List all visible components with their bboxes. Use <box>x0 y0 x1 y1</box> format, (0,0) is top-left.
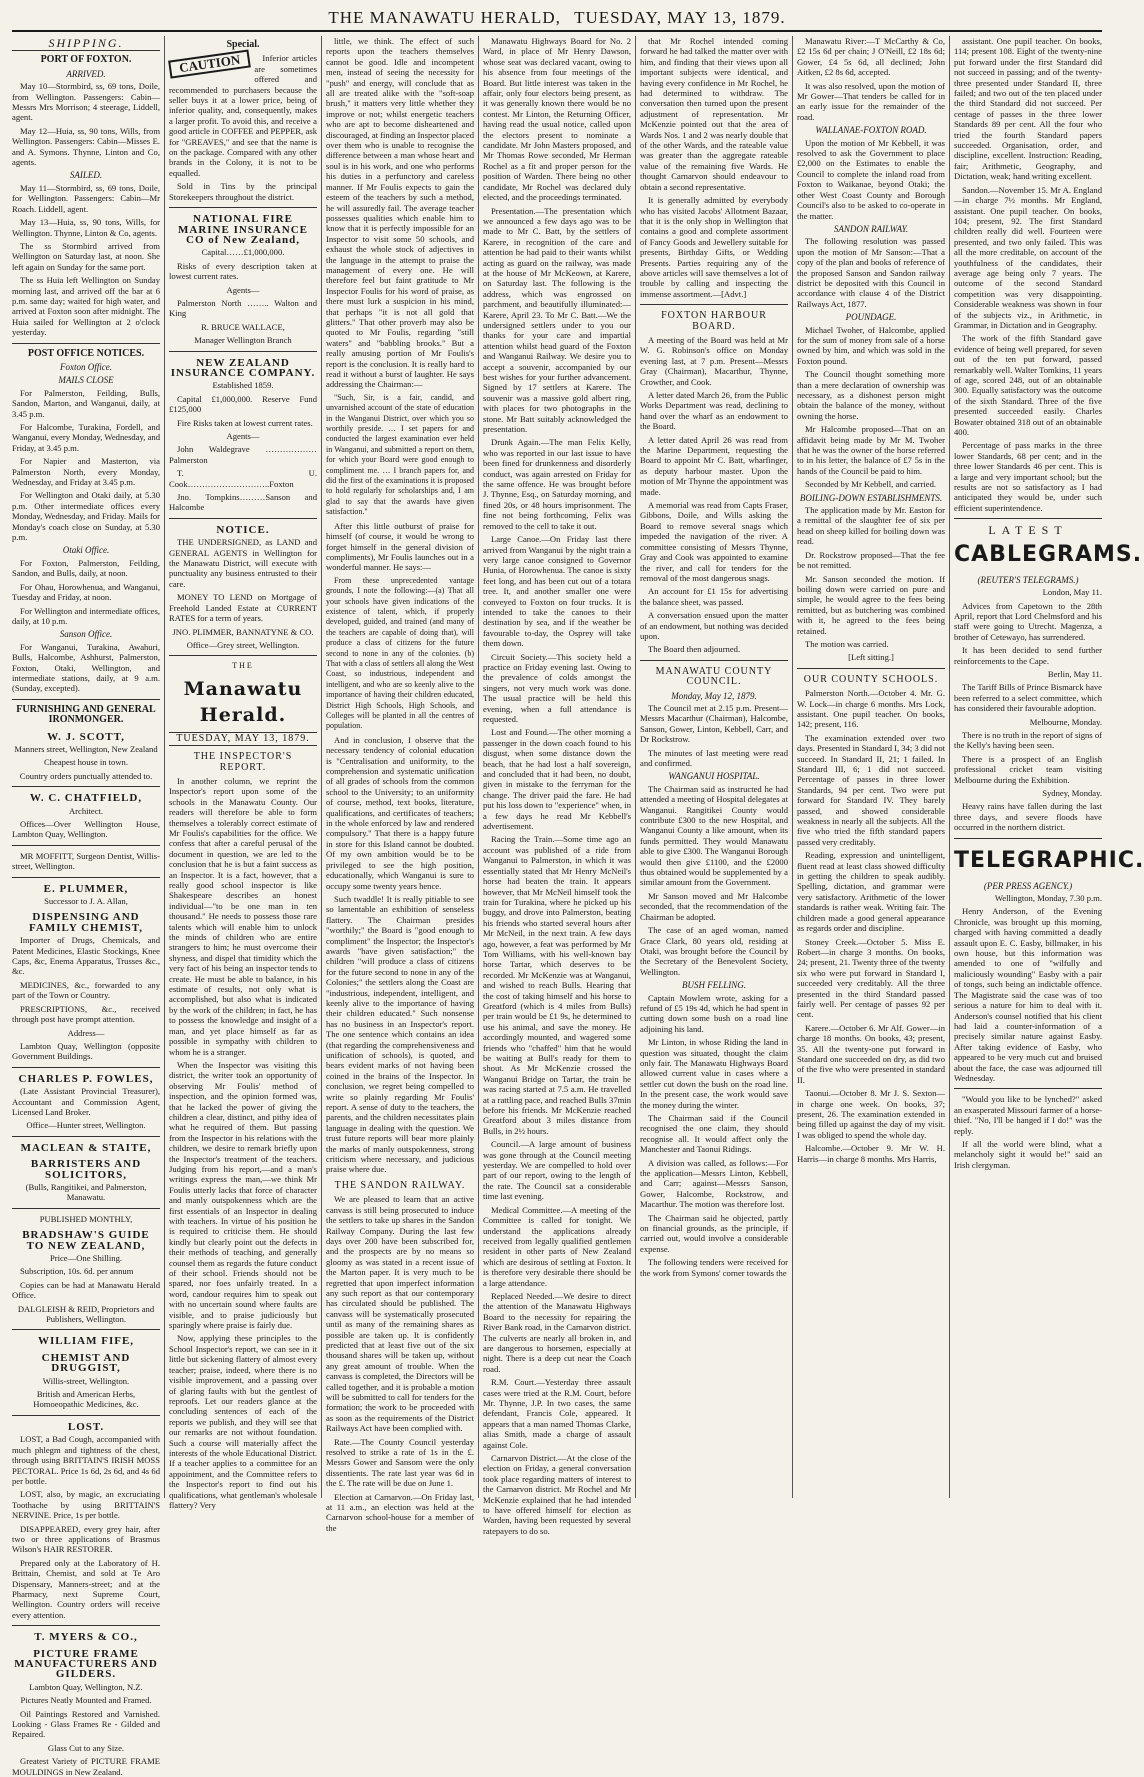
shipping-heading: SHIPPING. <box>12 38 160 51</box>
herald-the: THE <box>232 661 254 671</box>
ad-name: NEW ZEALAND INSURANCE COMPANY. <box>170 356 316 379</box>
filler-paragraph: If all the world were blind, what a melancholy sight it would be!" said an Irish clergyman. <box>954 1138 1102 1170</box>
ad-text: Oil Paintings Restored and Varnished. Looking - Glass Frames Re - Gilded and Repaired. <box>12 1708 160 1740</box>
article-heading: THE INSPECTOR'S REPORT. <box>193 751 293 773</box>
latest-label: LATEST <box>988 523 1068 538</box>
column-rule <box>635 36 636 1498</box>
ad-text: (Late Assistant Provincial Treasurer), Accountant and Commission Agent, Licensed Land Broker. <box>12 1086 160 1117</box>
article-paragraph: Council.—A large amount of business was gone through at the Council meeting yesterday. We are compelled to hold over part of our report, owing to the length of the rate. The Council sat a considerable time last evening. <box>483 1139 631 1202</box>
article-paragraph: The examination extended over two days. Presented in Standard I, 34; 3 did not succeed. In Standard II, 21; 1 failed. In Standard III, 6; 1 did not succeed. Percentage of passes in three lower Standards, 94 per cent. Two were put forward for Standard IV. They barely passed, and showed considerable weakness in nearly all the subjects. All the five who tried the fifth standard papers passed very creditably. <box>797 732 945 847</box>
shipping-note: The ss Huia left Wellington on Sunday morning last, and arrived off the bar at 6 p.m. same day; waited for high water, and arrived at Foxton soon after midnight. The Huia sailed for Wellington at 2 o'clock yesterday. <box>12 275 160 338</box>
article-heading: MANAWATU COUNTY COUNCIL. <box>655 665 773 688</box>
ad-name: W. C. CHATFIELD, <box>29 792 143 805</box>
ad-text: MONEY TO LEND on Mortgage of Freehold Landed Estate at CURRENT RATES for a term of years. <box>169 592 317 624</box>
divider <box>12 699 160 700</box>
ad-text: LOST, also, by magic, an excruciating Toothache by using BRITTAIN'S NERVINE. Price, 1s per bottle. <box>12 1489 160 1521</box>
article-paragraph: Upon the motion of Mr Kebbell, it was resolved to ask the Government to place £2,000 on the Estimates to enable the Council to complete the inland road from Foxton to Waikanae, beyond Otaki; the other West Coast County and Borough Council's also to be asked to co-operate in the matter. <box>797 137 945 221</box>
press-agency-label: (PER PRESS AGENCY.) <box>983 880 1073 891</box>
ad-text: Country orders punctually attended to. <box>19 770 153 781</box>
ad-text: Agents— <box>226 431 260 441</box>
ad-text: Importer of Drugs, Chemicals, and Patent Medicines, Elastic Stockings, Knee Caps, &c, Enema Apparatus, Trusses &c., &c. <box>12 935 160 977</box>
article-paragraph: assistant. One pupil teacher. On books, 114; present 108. Eight of the twenty-nine put forward under the first Standard did not succeed in passing; and of the twenty-three presented under Standard II, three failed; and two out of the ten placed under the third Standard did not succeed. Per centage of passes in the three lower Standards 89 per cent. All the four who tried the fourth Standard papers succeeded. Organisation, order, and discipline, excellent. Instruction: Reading, fair; Arithmetic, Geography, and Dictation, weak; hand writing excellent. <box>954 36 1102 182</box>
shipping-note: The ss Stormbird arrived from Wellington on Saturday last, at noon. She left again on Sunday for the same port. <box>12 240 160 272</box>
article-paragraph: Karere.—October 6. Mr Alf. Gower—in charge 18 months. On books, 43; present, 35. All the twenty-one put forward in Standard one succeeded on dry, as did two of the five who were presented in standard II. <box>797 1022 945 1085</box>
telegraphic-heading: TELEGRAPHIC. <box>954 847 1144 873</box>
divider <box>954 1088 1102 1089</box>
cable-paragraph: It has been decided to send further reinforcements to the Cape. <box>954 645 1102 666</box>
article-paragraph: R.M. Court.—Yesterday three assault cases were tried at the R.M. Court, before Mr. Thynne, J.P. In two cases, the same defendant, Francis Cole, appeared. It appears that a man named Thomas Clarke, alias Smith, made a charge of assault against Cole. <box>483 1377 631 1450</box>
article-paragraph: Stoney Creek.—October 5. Miss E. Robert—in charge 3 months. On books, 24; present, 21. Twenty three of the twenty six who were put forward in Standard I, succeeded very creditably. All the three presented in the third Standard passed fairly well. Per centage of passes 92 per cent. <box>797 936 945 1020</box>
article-paragraph: Manawatu River:—T McCarthy & Co, £2 15s 6d per chain; J O'Neill, £2 18s 6d; Gower, £4 5s 6d, all declined; John Aitken, £2 8s 6d, accepted. <box>797 36 945 78</box>
article-paragraph: Sandon.—November 15. Mr A. England—in charge 7½ months. Mr England, assistant. One pupil teacher. On books, 104; present, 92. The first Standard children really did well. Fourteen were presented, and two only failed. This was all the more creditable, on account of the youthfulness of the candidates, their average age being only 7 years. The outcome of the second Standard competition was very disappointing. Considerable weakness was shown in four of the subjects viz., in Arithmetic, in Grammar, in Dictation and in Geography. <box>954 184 1102 330</box>
article-heading: OUR COUNTY SCHOOLS. <box>803 673 939 685</box>
ad-text: Pictures Neatly Mounted and Framed. <box>20 1695 152 1706</box>
ad-text: Glass Cut to any Size. <box>47 1742 125 1753</box>
sanson-office-label: Sanson Office. <box>59 629 113 640</box>
caution-badge: CAUTION <box>168 50 251 80</box>
ad-text: Subscription, 10s. 6d. per annum <box>20 1266 134 1277</box>
ad-text: (Bulls, Rangitikei, and Palmerston, Manawatu. <box>25 1181 147 1203</box>
article-paragraph: And in conclusion, I observe that the necessary tendency of colonial education is "Centralisation and uniformity, to the comprehension and systematic unification of all grades of schools from the common school to the University; to an uniformity of course, method, text books, literature, qualifications, and certificates of teachers; in the whole enforced by law and rendered compulsory." That there is a happy future in store for this Island cannot be doubted. Of my own ambition would be to be privileged to see the high position, educationally, which Wanganui is sure to occupy some twenty years hence. <box>326 734 474 891</box>
article-paragraph: The Board then adjourned. <box>648 644 741 655</box>
ad-text: Agents— <box>226 284 260 295</box>
ad-text: Address— <box>67 1027 105 1038</box>
ad-text: Palmerston North …….. Walton and King <box>169 297 317 319</box>
article-paragraph: Manawatu Highways Board for No. 2 Ward, in place of Mr Henry Dawson, whose seat was declared vacant, owing to his absence from four meetings of the Board. But little interest was taken in the affair, only four electors being present, as it was generally known there would be no contest. Mr Linton, the Returning Officer, having read the usual notice, called upon the electors present to nominate a candidate. Mr John Masters proposed, and Mr Thomas Rowe seconded, Mr Herman Rochel as a fit and proper person for the position of Warden. There being no other candidate, Mr Rochel was declared duly elected, and the proceedings terminated. <box>483 36 631 203</box>
ad-text: LOST, a Bad Cough, accompanied with much phlegm and tightness of the chest, through using BRITTAIN'S IRISH MOSS PECTORAL. Price 1s 6d, 2s 6d, and 4s 6d per bottle. <box>12 1434 160 1486</box>
article-paragraph: Dr. Rockstrow proposed—That the fee be not remitted. <box>797 549 945 571</box>
ad-name: PICTURE FRAME MANUFACTURERS AND GILDERS. <box>14 1647 158 1681</box>
article-paragraph: Racing the Train.—Some time ago an account was published of a ride from Wanganui to Palmerston, in which it was essentially stated that Mr Henry McNeil's horse had beaten the train. It appears however, that Mr McNeil himself took the train for Turakina, where he picked up his buggy, and drove into Palmerston, beating his friends who started several hours after Mr McNeil, in the next train. A few days ago, however, a feat was performed by Mr Tom Williams, with his well-known bay horse Tartar, which deserves to be recorded. Mr McKenzie was at Wanganui, and wished to reach Bulls. Hearing that the cost of taking himself and his horse to Greatford (which is 4 miles from Bulls) per train would be £1 9s, he determined to use his animal, and save the money. He accordingly mounted, and wagered some friends who "chaffed" him that he would be waiting at Bull's ready for them to shout. As Mr McKenzie crossed the Wanganui Bridge on Tartar, the train he was racing started at 7.5 a.m. He travelled at a rattling pace, and reached Bulls 37min before his friends. Mr McKenzie reached Greatford about 3 miles distance from Bulls, in 2½ hours. <box>483 834 631 1136</box>
divider <box>12 1136 160 1137</box>
article-paragraph: The Chairman said he objected, partly on financial grounds, as the principle, if carried out, would involve a considerable expense. <box>640 1212 788 1254</box>
ad-text: Prepared only at the Laboratory of H. Brittain, Chemist, and sold at Te Aro Dispensary, Manners-street; and at the Pharmacy, next Supreme Court, Wellington. Country orders will receive every attention. <box>12 1557 160 1620</box>
ad-text: PUBLISHED MONTHLY, <box>39 1213 133 1224</box>
ad-text: R. BRUCE WALLACE, <box>201 321 285 332</box>
post-entry: For Wanganui, Turakina, Awahuri, Bulls, Halcombe, Ashhurst, Palmerston, Foxton, Otaki, Wellington, and intermediate stations, daily, at 9 a.m. (Sunday, excepted). <box>12 641 160 694</box>
shipping-entry: May 10—Stormbird, ss, 69 tons, Doile, from Wellington. Passengers: Cabin—Messrs Mrs Morrison; 4 steerage, Liddell, agent. <box>12 81 160 123</box>
column-5 <box>640 36 788 1498</box>
article-paragraph: Replaced Needed.—We desire to direct the attention of the Manawatu Highways Board to the necessity for repairing the River Bank road, in the Carnarvon district. The culverts are nearly all broken in, and are dangerous to horsemen, especially at night. There is a deep cut near the Coach road. <box>483 1290 631 1374</box>
ad-text: Architect. <box>68 805 104 816</box>
article-paragraph: Such twaddle! It is really pitiable to see so lamentable an exhibition of senseless flattery. The Chairman presides "worthily;" the Board is "good enough to compliment" the Inspector; the Inspector's awards "have given satisfaction;" the children "will produce a class of citizens for the future second to none in any of the Colonies;" the settlers along the Coast are "industrious, independent, intelligent, and keenly alive to the importance of having their children educated." Such nonsense has no business in an Inspector's report. The one sentence which contains an idea (that regarding the comprehensiveness and unification of schools), is quoted, and bears evident marks of not having been coined in the brains of the Inspector. In conclusion, we regret being compelled to write so plainly regarding Mr Foulis' report. A sense of duty to the teachers, the parents, and the children necessitates plain language in dealing with the question. We trust future reports will bear more plainly the marks of manly outspokenness, strong criticism where necessary, and judicious praise where due. <box>326 893 474 1175</box>
article-paragraph: The minutes of last meeting were read and confirmed. <box>640 747 788 768</box>
divider <box>169 207 317 208</box>
ad-text: Manners street, Wellington, New Zealand <box>14 743 158 754</box>
otaki-office-label: Otaki Office. <box>62 545 110 556</box>
ad-name: BRADSHAW'S GUIDE TO NEW ZEALAND, <box>22 1229 150 1252</box>
column-rule <box>792 36 793 1498</box>
ad-text: MEDICINES, &c., forwarded to any part of the Town or Country. <box>12 979 160 1001</box>
article-paragraph: Drunk Again.—The man Felix Kelly, who was reported in our last issue to have been fined for drunkenness and disorderly conduct, was again arrested on Friday for the same offence. He was brought before J. Thynne, Esq., on Saturday morning, and fined 20s, or 48 hours imprisonment. The fine not being forthcoming, Felix was removed to the cell to take it out. <box>483 437 631 531</box>
ad-text: THE UNDERSIGNED, as LAND and GENERAL AGENTS in Wellington for the Manawatu District, will execute with punctuality any business entrusted to their care. <box>169 537 317 589</box>
left-sitting-note: [Left sitting.] <box>848 652 894 663</box>
article-paragraph: It was also resolved, upon the motion of Mr Gower—That tenders be called for in an early issue for the remainder of the road. <box>797 80 945 122</box>
article-paragraph: The case of an aged woman, named Grace Clark, 80 years old, residing at Otaki, was brought before the Council by the Secretary of the Benevolent Society, Wellington. <box>640 925 788 977</box>
ad-text: Lambton Quay, Wellington (opposite Government Buildings. <box>12 1040 160 1062</box>
article-paragraph: A conversation ensued upon the matter of an endowment, but nothing was decided upon. <box>640 610 788 641</box>
ad-text: DALGLEISH & REID, Proprietors and Publishers, Wellington. <box>17 1303 155 1325</box>
ad-text: Willis-street, Wellington. <box>42 1375 130 1386</box>
ad-text: Sold in Tins by the principal Storekeepers throughout the district. <box>169 181 317 202</box>
article-paragraph: A division was called, as follows:—For the application—Messrs Linton, Kebbell, and Carr; against—Messrs Sanson, Gower, Halcombe, Rockstrow, and Macarthur. The motion was therefore lost. <box>640 1157 788 1210</box>
article-paragraph: Presentation.—The presentation which we announced a few days ago was to be made to Mr C. Batt, by the settlers of Karere, in recognition of the care and attention he had paid to their wants whilst acting as guard on the railway, was made at the house of Mr McKeown, at Karere, on Saturday last. The following is the address, which was engrossed on parchment, and beautifully illuminated:—Karere, April 23. To Mr C. Batt.—We the undersigned settlers under to you our thanks for your care and impartial attention whilst head guard of the Foxton and Wanganui Railway. We desire you to accept a souvenir, accompanied by our best wishes for your further advancement. Signed by 17 settlers at Karere. The souvenir was a massive gold albert ring, with places for two photographs in the stone. Mr Batt suitably acknowledged the presentation. <box>483 205 631 435</box>
article-paragraph: Mr Sanson moved and Mr Halcombe seconded, that the recommendation of the Chairman be adopted. <box>640 890 788 922</box>
article-paragraph: that Mr Rochel intended coming forward he had talked the matter over with him, and finding that their views upon all important subjects were identical, and having every confidence in Mr Rochel, he had determined to withdraw. The conversation then turned upon the present adjustment of representation. Mr McKenzie pointed out that the area of Wards Nos. 1 and 2 was nearly double that of the other Wards, and the rateable value was greater than the aggregate rateable value of the remaining five Wards. He thought Carnarvon should endeavour to obtain a second representative. <box>640 36 788 192</box>
ad-name: NOTICE. <box>216 523 270 536</box>
article-paragraph: The motion was carried. <box>805 638 889 649</box>
ad-name: WILLIAM FIFE, <box>37 1335 135 1348</box>
article-paragraph: In another column, we reprint the Inspector's report upon some of the schools in the Manawatu County. Our readers will therefore be able to form themselves a tolerably correct estimate of Mr Foulis's capabilities for the office. We confess that after a careful perusal of the document in question, we are led to the conclusion that he is but a faint success as an Inspector. It is a fact, however, that a really good school inspector is like Shakespeare describes an honest individual—"to be one man in ten thousand." He needs to possess those rare talents which will enable him to unlock the minds of children who are entire strangers to him; he must overcome their shyness, and dispel that timidity which the very fact of his being an inspector tends to create. He must be able to balance, in his estimate of results, not only what is accomplished, but also what is indicated by the work of the children; in fact, he has to possess the knowledge and insight of a man, and yet place himself as far as possible in sympathy with children to whom he is a stranger. <box>169 775 317 1057</box>
cable-paragraph: There is a prospect of an English professional cricket team visiting Melbourne during the Exhibition. <box>954 753 1102 785</box>
ad-name: E. PLUMMER, <box>43 882 129 895</box>
dateline: Berlin, May 11. <box>1047 668 1102 679</box>
ad-text: Cheapest house in town. <box>43 757 129 768</box>
ad-text: Risks of every description taken at lowest current rates. <box>169 260 317 282</box>
article-paragraph: little, we think. The effect of such reports upon the teachers themselves cannot be good. Idle and incompetent men, instead of seeing the necessity for "push" and energy, will conclude that as all are treated alike with the "soft-soap brush," it matters very little whether they improve or not; whilst energetic teachers who are apt to become disheartened and discouraged, at finding an Inspector placed over them who is unable to recognise the difference between a man whose heart and soul is in his work, and one who performs his duties in a perfunctory and careless manner. If Mr Foulis expects to gain the esteem of the teachers by such a method, he will assuredly fail. The average teacher possesses qualities which enable him to know that it is perfectly impossible for an Inspector to visit some 50 schools, and exhaust the whole stock of adjectives in the language in the attempt to praise the management of every one. He will therefore feel but faint gratitude to Mr Inspector Foulis for his word of praise, as there must lurk a suspicion in his mind, that perhaps "it is not all gold that glitters." That other proverb may also be quoted to Mr Foulis, regarding "still waters" and "babbling brooks." But a really amusing portion of Mr Foulis's report is the conclusion. It is really hard to read it without a burst of laughter. He says addressing the Chairman:— <box>326 36 474 390</box>
article-paragraph: The Council met at 2.15 p.m. Present—Messrs Macarthur (Chairman), Halcombe, Sanson, Gower, Linton, Kebbell, Carr, and Dr Rockstrow. <box>640 702 788 745</box>
caution-ad <box>169 53 317 178</box>
mails-close-label: MAILS CLOSE <box>58 375 114 386</box>
column-7 <box>954 36 1144 1498</box>
post-entry: For Wellington and Otaki daily, at 5.30 p.m. Other intermediate offices every Monday, Wednesday, and Friday. Mails for Monday's coach close on Sunday, at 5.30 p.m. <box>12 490 160 543</box>
article-paragraph: Large Canoe.—On Friday last there arrived from Wanganui by the night train a very large canoe consigned to Governor Hunia, of Horowhenua. The canoe is sixty feet long, and has been cut out of a totara tree. It, and another smaller one were conveyed to Foxton on four trucks. It is intended to take the canoes to their destination by sea, and if the weather be favourable to-day, the Osprey will take them down. <box>483 534 631 649</box>
column-rule <box>478 36 479 1498</box>
ad-text: PRESCRIPTIONS, &c., received through post have prompt attention. <box>12 1003 160 1025</box>
foxton-office-label: Foxton Office. <box>60 361 112 372</box>
column-rule <box>949 36 950 1498</box>
arrived-label: ARRIVED. <box>66 68 106 79</box>
divider <box>954 838 1102 839</box>
article-paragraph: Mr Linton, in whose Riding the land in question was situated, thought the claim only fair. The Manawatu Highways Board allowed current value in cases where a settler cut down the bush on the road line. In the present case, the work would save the money during the winter. <box>640 1037 788 1110</box>
section-heading: WANGANUI HOSPITAL. <box>668 771 760 782</box>
ad-text: JNO. PLIMMER, BANNATYNE & CO. <box>172 626 314 637</box>
ad-text: Office—Hunter street, Wellington. <box>26 1120 146 1131</box>
article-paragraph: The application made by Mr. Easton for a remittal of the slaughter fee of six per head on sheep killed for boiling down was read. <box>797 505 945 547</box>
article-paragraph: Percentage of pass marks in the three lower Standards, 68 per cent; and in the three lower Standards 46 per cent. This is a large and very important school; but the results are not so satisfactory as I had anticipated they would be, under such efficient superintendence. <box>954 440 1102 513</box>
ad-text: Manager Wellington Branch <box>194 335 292 346</box>
divider <box>797 668 945 669</box>
ad-text: Inferior articles are sometimes offered and recommended to purchasers because the seller buys it at a lower price, being of inferior quality, and, consequently, makes a larger profit. To avoid this, and receive a good article in COFFEE and PEPPER, ask for "GREAVES," and see that the name is on the package. Compared with any other brands in the Colony, it is not to be equalled. <box>169 53 317 178</box>
section-heading: BUSH FELLING. <box>681 980 746 991</box>
shipping-entry: May 12—Huia, ss, 90 tons, Wills, from Wellington. Passengers: Cabin—Misses E. and A. Symons. Thynne, Linton and Co, agents. <box>12 125 160 168</box>
cablegrams-heading: CABLEGRAMS. <box>954 541 1143 567</box>
post-office-heading: POST OFFICE NOTICES. <box>27 347 145 359</box>
dateline: Wellington, Monday, 7.30 p.m. <box>994 893 1102 904</box>
shipping-entry: May 11—Stormbird, ss, 69 tons, Doile, for Wellington. Passengers: Cabin—Mr Roach. Liddell, agent. <box>12 182 160 214</box>
article-paragraph: Captain Mowlem wrote, asking for a refund of £5 19s 4d, which he had spent in cutting down some bush on a road line adjoining his land. <box>640 992 788 1034</box>
article-quote: "Such, Sir, is a fair, candid, and unvarnished account of the state of education in the Wanganui District, over which you so worthily preside. … I set papers for and conducted the largest examination ever held in Wanganui, and submitted a report on them, for which your Board were good enough to compliment me. … I branch papers for, and did the first of the examinations it is proposed to hold regularly for scholarships and, I am glad to say that the awards have given satisfaction." <box>326 392 474 517</box>
divider <box>12 1067 160 1068</box>
article-paragraph: After this little outburst of praise for himself (of course, it would be wrong to forget himself in the general division of compliments), Mr Foulis launches out in a wonderful manner. He says:— <box>326 520 474 573</box>
article-quote: From these unprecedented vantage grounds, I note the following:—(a) That all your schools have given indications of the existence of talent, which, if properly developed, guided, and trained (and many of the teachers are capable of doing that), will produce a class of citizens for the future second to none in any of the colonies. (b) That with a class of settlers all along the West Coast, so industrious, independent and intelligent, and who are so keenly alive to the importance of having their children educated, District High Schools, High Schools, and Colleges will be planted in all the centres of population. <box>326 575 474 731</box>
article-paragraph: Taonui.—October 8. Mr J. S. Sexton—in charge one week. On books, 37; present, 26. The examination extended in being filled up against the day of my visit. I was obliged to spend the whole day. <box>797 1088 945 1140</box>
ad-text: John Waldegrave ……………… Palmerston <box>169 444 317 465</box>
divider <box>12 1625 160 1626</box>
cable-paragraph: Advices from Capetown to the 28th April, report that Lord Chelmsford and his staff were going to Utrecht. Magenza, a brother of Cetewayo, has surrendered. <box>954 600 1102 642</box>
ad-text: Greatest Variety of PICTURE FRAME MOULDINGS in New Zealand. <box>12 1756 160 1777</box>
post-entry: For Wellington and intermediate offices, daily, at 10 p.m. <box>12 605 160 626</box>
dateline: London, May 11. <box>1042 587 1102 598</box>
divider <box>169 655 317 656</box>
article-paragraph: Reading, expression and unintelligent, fluent read at least class showed difficulty in getting the children to speak audibly. Spelling, dictation, and grammar were very satisfactory. Arithmetic of the lower standards is rather weak. Writing fair. The children made a good general appearance as regards order and discipline. <box>797 850 945 934</box>
ad-text: Offices—Over Wellington House, Lambton Quay, Wellington. <box>12 819 160 840</box>
column-rule <box>164 36 165 1498</box>
divider <box>640 660 788 661</box>
column-3 <box>326 36 474 1533</box>
section-heading: POUNDAGE. <box>845 312 897 323</box>
divider <box>12 1415 160 1416</box>
column-6 <box>797 36 945 1498</box>
article-paragraph: Mr Halcombe proposed—That on an affidavit being made by Mr M. Twoher that he was the owner of the horse referred to in his letter, the balance of £7 5s in the hands of the Council be paid to him. <box>797 424 945 476</box>
ad-name: BARRISTERS AND SOLICITORS, <box>30 1158 142 1181</box>
article-paragraph: The Council thought something more than a mere declaration of ownership was necessary, as a dishonest person might obtain the balance of the money, without owning the horse. <box>797 369 945 421</box>
ad-text: Successor to J. A. Allan, <box>44 896 128 907</box>
ad-text: DISAPPEARED, every grey hair, after two or three applications of Brasmus Wilson's HAIR RESTORER. <box>12 1523 160 1555</box>
post-entry: For Foxton, Palmerston, Feilding, Sandon, and Bulls, daily, at noon. <box>12 557 160 579</box>
section-heading: WALLANAE-FOXTON ROAD. <box>815 125 927 136</box>
ad-text: T. U. Cook………………………..Foxton <box>169 468 317 489</box>
article-paragraph: Rate.—The County Council yesterday resolved to strike a rate of 1s in the £. Messrs Gower and Sansom were the only dissentients. The rate last year was 6d in the £. The rate will be due on June 1. <box>326 1436 474 1489</box>
ad-text: Office—Grey street, Wellington. <box>186 639 300 650</box>
divider <box>12 877 160 878</box>
article-heading: THE SANDON RAILWAY. <box>334 1179 466 1191</box>
article-paragraph: Michael Twoher, of Halcombe, applied for the sum of money from sale of a horse owned by him, and which was sold in the Foxton pound. <box>797 324 945 366</box>
article-paragraph: The following resolution was passed upon the motion of Mr Sanson:—That a copy of the plan and books of reference of the proposed Sanson and Sandon railway district be deposited with this Council in accordance with clause 4 of the District Railways Act, 1877. <box>797 236 945 309</box>
ad-text: Fire Risks taken at lowest current rates. <box>177 417 313 428</box>
divider <box>12 1208 160 1209</box>
ad-text: Copies can be had at Manawatu Herald Office. <box>12 1279 160 1301</box>
article-paragraph: Now, applying these principles to the School Inspector's report, we can see in it little but sickening flattery of almost every teacher; praise, indeed, where there is no visible improvement, and a passing over of glaring faults with but the gentlest of reproofs. Let our readers glance at the concluding sentences of each of the reports we publish, and they will see that our remarks are not without foundation. Such a course will materially affect the interests of the whole Educational District. If a teacher applies to a committee for an appointment, and the Committee refers to the Inspector's report to find out his qualifications, what gentleman's wholesale flattery? Very <box>169 1333 317 1510</box>
article-paragraph: The following tenders were received for the work from Symons' corner towards the <box>640 1257 788 1278</box>
article-paragraph: A letter dated April 26 was read from the Marine Department, requesting the Board to appoint Mr C. Batt, wharfinger, as deputy harbour master. Upon the motion of Mr Thynne the appointment was made. <box>640 434 788 497</box>
article-paragraph: Halcombe.—October 9. Mr W. H. Harris—in charge 8 months. Mrs Harris, <box>797 1143 945 1164</box>
dateline: Melbourne, Monday. <box>1029 716 1102 727</box>
divider <box>640 304 788 305</box>
herald-date: TUESDAY, MAY 13, 1879. <box>169 732 317 746</box>
section-heading: BOILING-DOWN ESTABLISHMENTS. <box>799 492 943 503</box>
sailed-label: SAILED. <box>69 170 103 181</box>
ad-text: Capital £1,000,000. Reserve Fund £125,000 <box>169 393 317 415</box>
reuter-label: (REUTER'S TELEGRAMS.) <box>977 574 1079 585</box>
ad-name: NATIONAL FIRE MARINE INSURANCE CO of New Zealand, <box>178 213 308 246</box>
article-paragraph: An account for £1 15s for advertising the balance sheet, was passed. <box>640 586 788 607</box>
ad-text: Established 1859. <box>212 380 274 391</box>
divider <box>12 845 160 846</box>
article-paragraph: The Chairman said as instructed he had attended a meeting of Hospital delegates at Wanganui. Rangitikei County would contribute £300 to the new Hospital, and Wanganui County a like amount, when its funds permitted. They would Manawatu able to give £300. The Wanganui Borough would then give £1100, and the £2000 thus obtained would be supplemented by a similar amount from the Government. <box>640 783 788 888</box>
ad-name: T. MYERS & CO., <box>34 1631 138 1644</box>
divider <box>169 351 317 352</box>
divider <box>12 343 160 344</box>
article-date: Monday, May 12, 1879. <box>671 690 757 701</box>
ad-text: British and American Herbs, Homoeopathic Medicines, &c. <box>33 1389 139 1410</box>
article-paragraph: We are pleased to learn that an active canvass is still being prosecuted to induce the settlers to take up shares in the Sandon Railway Company. During the last few days over 200 have been subscribed for, and the prospects are by no means so gloomy as was stated in a recent issue of the Marton paper. It is very much to be regretted that upon imperfect information any such report as that our contemporary has circulated should be published. The canvass will be systematically prosecuted until as many of the remaining shares as possible are taken up. It is confidently predicted that at least five out of the six thousand shares will be taken up, without any great amount of trouble. When the canvass is completed, the Directors will be called together, and it is probable a motion will be submitted to call for tenders for the formation; the work to be proceeded with as soon as the requirements of the District Railways Act have been complied with. <box>326 1194 474 1434</box>
article-paragraph: The Chairman said if the Council recognised the one claim, they should recognise all. It would affect only the Manchester and Taonui Ridings. <box>640 1113 788 1155</box>
port-heading: PORT OF FOXTON. <box>40 54 132 66</box>
ad-name: CHARLES P. FOWLES, <box>18 1072 154 1085</box>
divider <box>954 518 1102 519</box>
article-paragraph: Lost and Found.—The other morning a passenger in the down coach found to his disgust, when some distance down the beach, that he had lost a half sovereign, and concluded that it had been, no doubt, given in mistake to the ferryman for the change. The driver paid the fare. He had put his loss down to "experience" when, in a few days he read Mr Kebbell's advertisement. <box>483 727 631 832</box>
herald-nameplate: Manawatu Herald. <box>183 677 303 726</box>
divider <box>169 518 317 519</box>
divider <box>12 1329 160 1330</box>
ad-name: MACLEAN & STAITE, <box>20 1141 152 1154</box>
article-paragraph: When the Inspector was visiting this district, the writer took an opportunity of observing Mr Foulis' method of inspection, and the opinion formed was, that he lacked the power of giving the children a clear, distinct, and pithy idea of what he required of them. But passing from the Inspector in his relations with the children, we desire to remark briefly upon the Inspector's treatment of the teachers. Judging from his report,—and a man's writings express the man,—we think Mr Foulis utterly lacks that force of character and manly outspokenness which are the first essentials of an Inspector in dealing with teachers. In virtue of his position he is required to criticise them. He should kindly but clearly point out the defects in their methods of teaching, and generally counsel them as regards the future conduct of their school. Friends should not be spared, nor foes unfairly treated. In a word, candour requires him to speak out with no uncertain sound where faults are visible, and to praise judiciously but sparingly where praise is fairly due. <box>169 1059 317 1331</box>
section-heading: SANDON RAILWAY. <box>833 223 909 234</box>
ad-name: CHEMIST AND DRUGGIST, <box>41 1351 131 1375</box>
cable-paragraph: Heavy rains have fallen during the last three days, and severe floods have occurred in the northern district. <box>954 801 1102 833</box>
divider <box>12 786 160 787</box>
telegraph-paragraph: Henry Anderson, of the Evening Chronicle, was brought up this morning, charged with having committed a deadly assault upon E. C. Easby, billmaker, in his own house, but this information was amended to one of "wilfully and maliciously wounding" Easby with a pair of tongs, such being an indictable offence. The Magistrate said the case was of too serious a nature for him to deal with it. Anderson's counsel notified that his client had laid a counter-information of a precisely similar nature against Easby. After taking evidence of Easby, who appeared to be very much cut and bruised about the face, the case was adjourned till Wednesday. <box>954 906 1102 1083</box>
ad-text: Lambton Quay, Wellington, N.Z. <box>29 1681 143 1692</box>
article-paragraph: Seconded by Mr Kebbell, and carried. <box>805 479 937 490</box>
ad-text: MR MOFFITT, Surgeon Dentist, Willis-street, Wellington. <box>12 850 160 872</box>
ad-name: W. J. SCOTT, <box>47 730 125 743</box>
ad-text: Jno. Tompkins………Sanson and Halcombe <box>169 492 317 513</box>
article-paragraph: A memorial was read from Capts Fraser, Gibbons, Doile, and Wills asking the Board to remove several snags which impeded the navigation of the river. A committee consisting of Messrs Thynne, Gray and Cook was appointed to examine the river, and call for tenders for the removal of the most dangerous snags. <box>640 500 788 583</box>
article-paragraph: Medical Committee.—A meeting of the Committee is called for tonight. We understand the applications already received from legally qualified gentlemen resident in other parts of New Zealand which are desirous of settling at Foxton. It is therefore very desirable there should be a large attendance. <box>483 1204 631 1288</box>
masthead <box>12 8 1102 32</box>
column-1 <box>12 36 160 1777</box>
article-paragraph: Circuit Society.—This society held a practice on Friday evening last. Owing to the prevalence of colds amongst the singers, not very much work was done. The usual practice will be held this evening, when a full attendance is requested. <box>483 651 631 724</box>
article-paragraph: Election at Carnarvon.—On Friday last, at 11 a.m., an election was held at the Carnarvon school-house for a member of the <box>326 1491 474 1533</box>
ad-name: DISPENSING AND FAMILY CHEMIST, <box>28 911 143 934</box>
article-paragraph: Palmerston North.—October 4. Mr. G. W. Lock—in charge 6 months. Mrs Lock, assistant. One pupil teacher. On books, 142; present, 116. <box>797 688 945 730</box>
advertisement: It is generally admitted by everybody who has visited Jacobs' Allotment Bazaar, that it is the only shop in Wellington that contains a good and complete assortment of Fancy Goods and Jewellery suitable for presents, Birthday Gifts, or Wedding Presents. Parties requiring any of the above articles will save themselves a lot of trouble by calling and inspecting the immense assortment.—[Advt.] <box>640 195 788 299</box>
cable-paragraph: There is no truth in the report of signs of the Kelly's having been seen. <box>954 729 1102 751</box>
column-4 <box>483 36 631 1536</box>
ad-text: Capital……£1,000,000. <box>201 247 285 258</box>
article-paragraph: A letter dated March 26, from the Public Works Department was read, declining to hand over the wharf as an endowment to the Board. <box>640 390 788 432</box>
shipping-entry: May 13—Huia, ss, 90 tons, Wills, for Wellington. Thynne, Linton & Co, agents. <box>12 217 160 238</box>
article-paragraph: The work of the fifth Standard gave evidence of being well prepared, for seven out of the ten put forward, passed remarkably well. Walter Tomkins, 11 years of age, scored 248, out of an obtainable 300. Equally satisfactory was the outcome of the sixth Standard. Three of the five presented succeeded easily. Charles Bowater obtained 318 out of an obtainable 400. <box>954 333 1102 438</box>
ad-text: Price—One Shilling. <box>49 1253 123 1263</box>
cable-paragraph: The Tariff Bills of Prince Bismarck have been referred to a select committee, which has considered their favourable adoption. <box>954 682 1102 714</box>
article-paragraph: Carnarvon District.—At the close of the election on Friday, a general conversation took place regarding matters of interest to the Carnarvon district. Mr Rochel and Mr McKenzie explained that he had intended to have offered himself for election as Warden, having been requested by several ratepayers to do so. <box>483 1453 631 1536</box>
post-entry: For Ohau, Horowhenua, and Wanganui, Tuesday and Friday, at noon. <box>12 581 160 603</box>
article-heading: FOXTON HARBOUR BOARD. <box>661 310 767 332</box>
ad-name: LOST. <box>67 1420 105 1433</box>
special-heading: Special. <box>226 39 260 50</box>
post-entry: For Halcombe, Turakina, Fordell, and Wanganui, every Monday, Wednesday, and Friday, at 3.45 p.m. <box>12 422 160 453</box>
post-entry: For Palmerston, Feilding, Bulls, Sandon, Marton, and Wanganui, daily, at 3.45 p.m. <box>12 387 160 419</box>
article-paragraph: A meeting of the Board was held at Mr W. G. Robinson's office on Monday evening last, at 7 p.m. Present—Messrs Gray (Chairman), Macarthur, Thynne, Crowther, and Cook. <box>640 334 788 387</box>
filler-paragraph: "Would you like to be lynched?" asked an exasperated Missouri farmer of a horse-thief. "No, I'll be hanged if I do!" was the reply. <box>954 1094 1102 1136</box>
dateline: Sydney, Monday. <box>1042 788 1102 798</box>
ad-heading: FURNISHING AND GENERAL IRONMONGER. <box>16 703 156 726</box>
masthead-date: TUESDAY, MAY 13, 1879. <box>574 8 786 27</box>
masthead-title: THE MANAWATU HERALD, <box>328 8 561 27</box>
article-paragraph: Mr. Sanson seconded the motion. If boiling down were carried on pure and simple, he would agree to the fees being remitted, but as butchering was combined with it, he agreed to the fees being retained. <box>797 573 945 636</box>
post-entry: For Napier and Masterton, via Palmerston North, every Monday, Wednesday, and Friday at 3.45 p.m. <box>12 456 160 488</box>
column-rule <box>321 36 322 1498</box>
column-2 <box>169 36 317 1510</box>
